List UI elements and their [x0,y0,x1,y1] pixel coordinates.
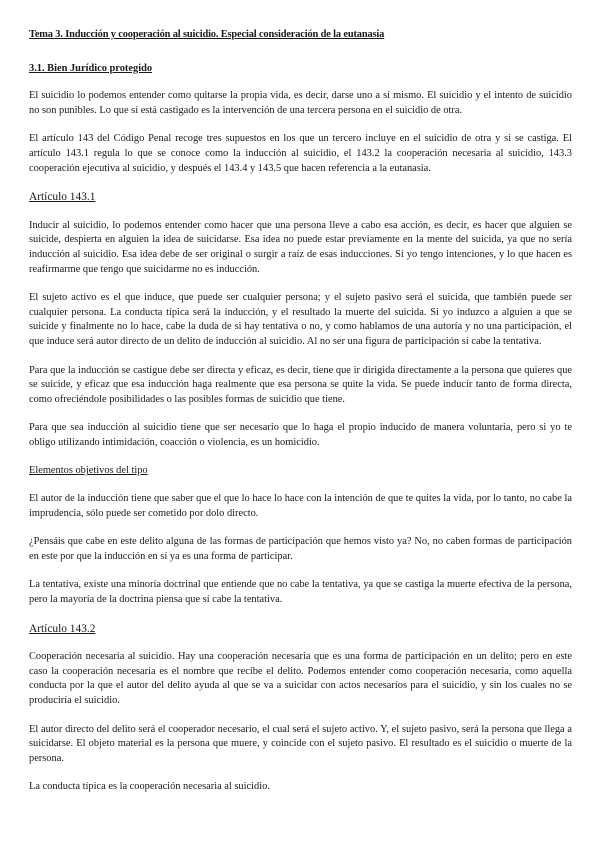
paragraph: Inducir al suicidio, lo podemos entender como hacer que una persona lleve a cabo esa acción, es decir, es hacer que alguien se suicide, despierta en alguien la idea de suicidarse. Esa idea no puede estar previamente en la mente del suicida, ya que no sería inducción al suicidio. Esa idea debe de ser original o surgir a raíz de esas inducciones. Si yo tengo intenciones, y lo que hacen es reafirmarme que tengo que suicidarme no es inducción. [29,219,572,275]
paragraph: La tentativa, existe una minoría doctrinal que entiende que no cabe la tentativa, ya que se castiga la muerte efectiva de la persona, pero la mayoría de la doctrina piensa que sí cabe la tentativa. [29,579,572,606]
article-heading: Artículo 143.1 [29,191,96,204]
paragraph: El suicidio lo podemos entender como quitarse la propia vida, es decir, darse uno a sí mismo. El suicidio y el intento de suicidio no son punibles. Lo que sí está castigado es la intervención de una tercera persona en el suicidio de otra. [29,90,572,116]
paragraph: ¿Pensáis que cabe en este delito alguna de las formas de participación que hemos visto ya? No, no caben formas de participación en este por que la inducción en sí ya es una forma de participar. [29,536,572,562]
paragraph: Para que sea inducción al suicidio tiene que ser necesario que lo haga el propio inducido de manera voluntaria, pero si yo te obligo utilizando intimidación, coacción o violencia, es un homicidio. [29,422,572,448]
subsection-heading: Elementos objetivos del tipo [29,465,148,477]
paragraph: El artículo 143 del Código Penal recoge tres supuestos en los que un tercero incluye en el suicidio de otra y si se castiga. El artículo 143.1 regula lo que se conoce como la inducción al suicidio, el 143.2 la cooperación necesaria al suicidio, 143.3 cooperación ejecutiva al suicidio, y después el 143.4 y 143.5 que hacen referencia a la eutanasia. [29,133,572,174]
article-heading: Artículo 143.2 [29,622,96,635]
paragraph: El autor directo del delito será el cooperador necesario, el cual será el sujeto activo. Y, el sujeto pasivo, será la persona que llega a suicidarse. El objeto material es la persona que muere, y coincide con el sujeto pasivo. El resultado es el suicidio o muerte de la persona. [29,723,572,764]
paragraph: Para que la inducción se castigue debe ser directa y eficaz, es decir, tiene que ir dirigida directamente a la persona que quieres que se suicide, y eficaz que esa inducción haga realmente que esa persona se quite la vida. Se puede inducir tanto de forma directa, como ofreciéndole posibilidades o las posibles formas de suicidio que tiene. [29,364,572,405]
section-heading: 3.1. Bien Jurídico protegido [29,62,153,74]
paragraph: La conducta típica es la cooperación necesaria al suicidio. [29,781,270,793]
document-title: Tema 3. Inducción y cooperación al suicidio. Especial consideración de la eutanasia [29,29,385,40]
paragraph: El autor de la inducción tiene que saber que el que lo hace lo hace con la intención de que te quites la vida, por lo tanto, no cabe la imprudencia, sólo puede ser cometido por dolo directo. [29,493,572,519]
paragraph: Cooperación necesaria al suicidio. Hay una cooperación necesaria que es una forma de participación en un delito; pero en este caso la cooperación necesaria es el nombre que recibe el delito. Podemos entender como cooperación necesaria, como aquella conducta por la que el autor del delito ayuda al que se va a suicidar con actos necesarios para el suicidio, y sin los cuales no se produciría el suicidio. [29,651,572,706]
paragraph: El sujeto activo es el que induce, que puede ser cualquier persona; y el sujeto pasivo será el suicida, que también puede ser cualquier persona. La conducta típica será la inducción, y el resultado la muerte del suicida. Si yo induzco a alguien a que se suicide y finalmente no lo hace, cabe la duda de si hay tentativa o no, y como hablamos de una autoría y no una participación, el que induce será autor directo de un delito de inducción al suicidio. Al no ser una figura de participación sí cabe la tentativa. [29,292,572,347]
